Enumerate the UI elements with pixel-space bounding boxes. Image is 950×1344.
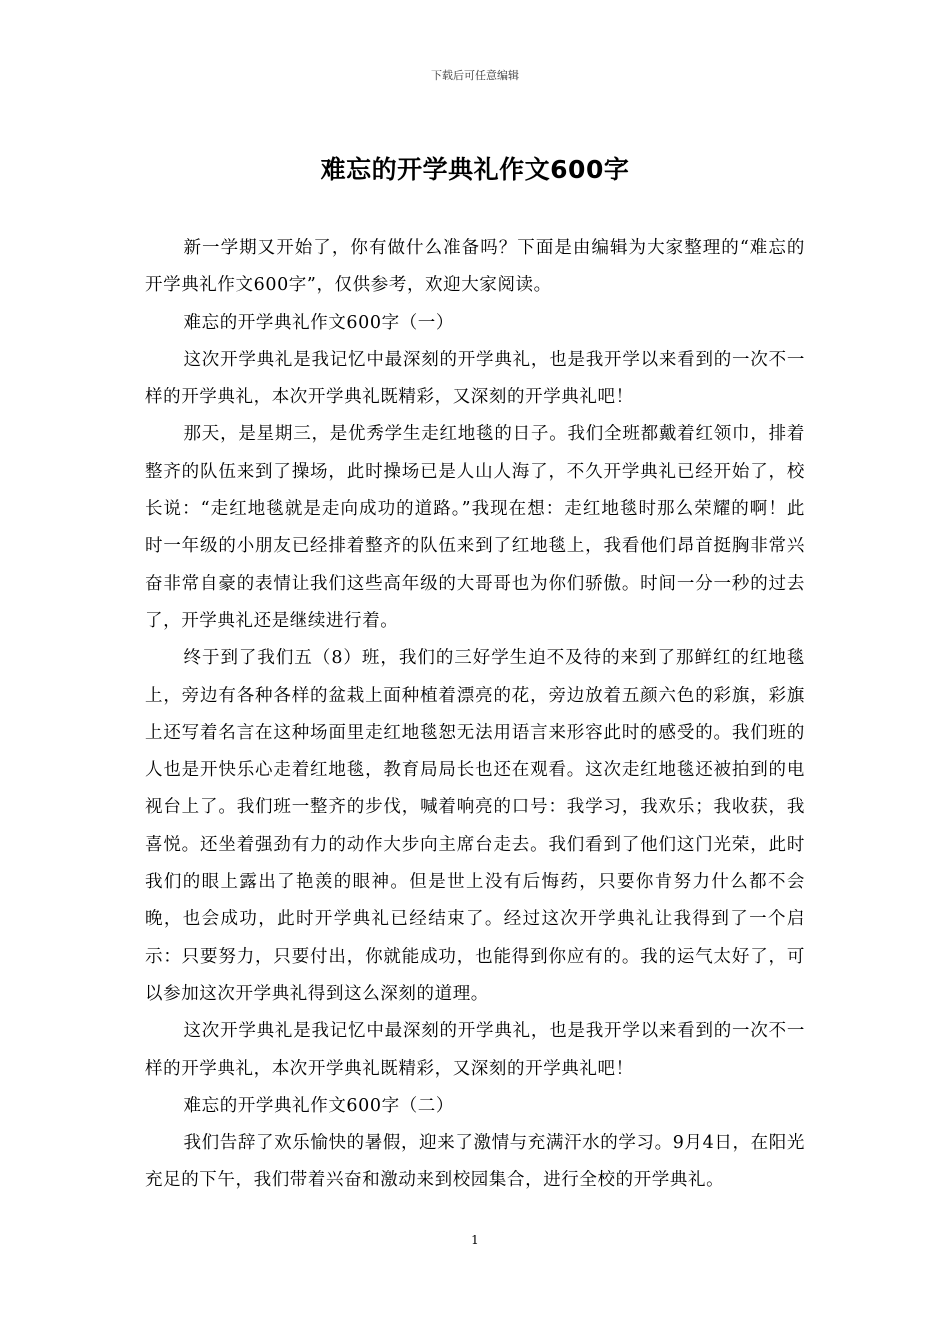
paragraph: 终于到了我们五（8）班，我们的三好学生迫不及待的来到了那鲜红的红地毯上，旁边有各种各样的盆栽上面种植着漂亮的花，旁边放着五颜六色的彩旗，彩旗上还写着名言在这种场面里走红地毯恕无法用语言来形容此时的感受的。我们班的人也是开快乐心走着红地毯，教育局局长也还在观看。这次走红地毯还被拍到的电视台上了。我们班一整齐的步伐，喊着响亮的口号：我学习，我欢乐；我收获，我喜悦。还坐着强劲有力的动作大步向主席台走去。我们看到了他们这门光荣，此时我们的眼上露出了艳羡的眼神。但是世上没有后悔药，只要你肯努力什么都不会晚，也会成功，此时开学典礼已经结束了。经过这次开学典礼让我得到了一个启示：只要努力，只要付出，你就能成功，也能得到你应有的。我的运气太好了，可以参加这次开学典礼得到这么深刻的道理。 xyxy=(145,648,805,1004)
document-body xyxy=(145,230,805,1200)
paragraph: 那天，是星期三，是优秀学生走红地毯的日子。我们全班都戴着红领巾，排着整齐的队伍来到了操场，此时操场已是人山人海了，不久开学典礼已经开始了，校长说：“走红地毯就是走向成功的道路。”我现在想：走红地毯时那么荣耀的啊！此时一年级的小朋友已经排着整齐的队伍来到了红地毯上，我看他们昂首挺胸非常兴奋非常自豪的表情让我们这些高年级的大哥哥也为你们骄傲。时间一分一秒的过去了，开学典礼还是继续进行着。 xyxy=(145,424,805,631)
paragraph: 这次开学典礼是我记忆中最深刻的开学典礼，也是我开学以来看到的一次不一样的开学典礼，本次开学典礼既精彩，又深刻的开学典礼吧！ xyxy=(145,1021,805,1079)
paragraph: 我们告辞了欢乐愉快的暑假，迎来了激情与充满汗水的学习。9月4日，在阳光充足的下午，我们带着兴奋和激动来到校园集合，进行全校的开学典礼。 xyxy=(145,1133,805,1191)
page-number: 1 xyxy=(471,1233,479,1247)
header-note: 下载后可任意编辑 xyxy=(431,69,519,82)
document-title: 难忘的开学典礼作文600字 xyxy=(320,155,630,184)
paragraph: 这次开学典礼是我记忆中最深刻的开学典礼，也是我开学以来看到的一次不一样的开学典礼，本次开学典礼既精彩，又深刻的开学典礼吧！ xyxy=(145,349,805,408)
paragraph: 新一学期又开始了，你有做什么准备吗？下面是由编辑为大家整理的“难忘的开学典礼作文600字”，仅供参考，欢迎大家阅读。 xyxy=(145,238,805,296)
section-heading: 难忘的开学典礼作文600字（一） xyxy=(183,312,455,333)
section-heading: 难忘的开学典礼作文600字（二） xyxy=(183,1095,455,1116)
